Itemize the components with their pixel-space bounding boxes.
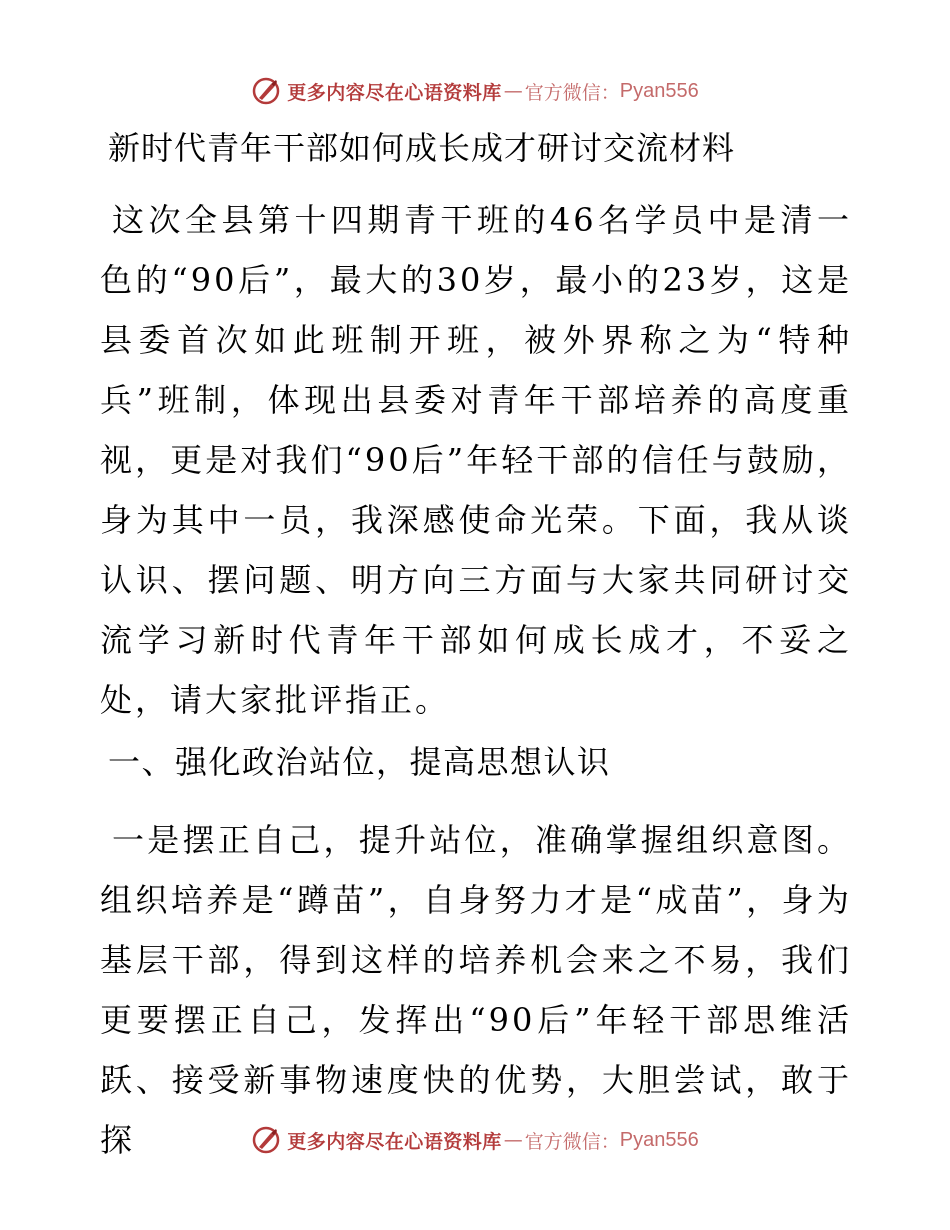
banner-text: 更多内容尽在心语资料库	[287, 81, 502, 104]
footer-watermark-banner	[0, 1120, 950, 1160]
intro-paragraph: 这次全县第十四期青干班的46名学员中是清一色的“90后”，最大的30岁，最小的23岁，这是县委首次如此班制开班，被外界称之为“特种兵”班制，体现出县委对青年干部培养的高度重视，更是对我们“90后”年轻干部的信任与鼓励，身为其中一员，我深感使命光荣。下面，我从谈认识、摆问题、明方向三方面与大家共同研讨交流学习新时代青年干部如何成长成才，不妥之处，请大家批评指正。	[100, 201, 852, 719]
banner-wechat-label: 官方微信：	[524, 1130, 620, 1153]
banner-wechat-id: Pyan556	[619, 1128, 699, 1151]
document-title: 新时代青年干部如何成长成才研讨交流材料	[108, 129, 736, 167]
header-watermark-banner	[0, 71, 950, 111]
banner-text: 更多内容尽在心语资料库	[287, 1130, 502, 1153]
section-paragraph: 一是摆正自己，提升站位，准确掌握组织意图。组织培养是“蹲苗”，自身努力才是“成苗”，身为基层干部，得到这样的培养机会来之不易，我们更要摆正自己，发挥出“90后”年轻干部思维活跃、接受新事物速度快的优势，大胆尝试，敢于探	[100, 821, 852, 1159]
banner-wechat-id: Pyan556	[619, 79, 699, 102]
quill-pen-logo-icon	[251, 76, 281, 106]
section-heading: 一、强化政治站位，提高思想认识	[108, 743, 611, 781]
banner-wechat-label: 官方微信：	[524, 81, 620, 104]
banner-separator: —	[503, 1129, 523, 1151]
quill-pen-logo-icon	[251, 1125, 281, 1155]
banner-separator: —	[503, 80, 523, 102]
